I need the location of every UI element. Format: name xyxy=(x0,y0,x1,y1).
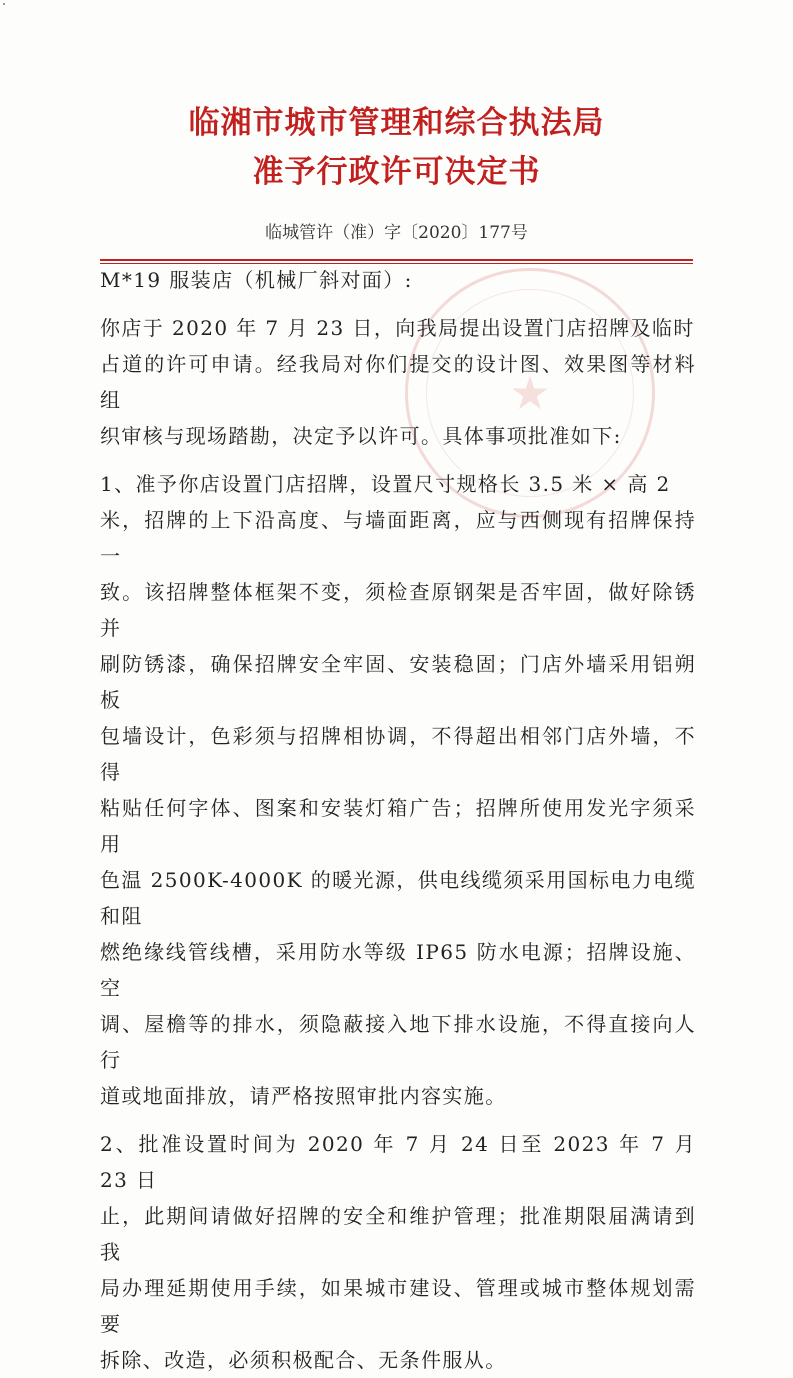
paragraph-item-2: 2、批准设置时间为 2020 年 7 月 24 日至 2023 年 7 月 23 日 止，此期间请做好招牌的安全和维护管理；批准期限届满请到我 局办理延期使用手续，如果城市建设、管理或城市整体规划需要 拆除、改造，必须积极配合、无条件服从。 xyxy=(100,1132,696,1372)
salutation: M*19 服装店（机械厂斜对面）: xyxy=(100,268,413,292)
paragraph-application: 你店于 2020 年 7 月 23 日，向我局提出设置门店招牌及临时 占道的许可申请。经我局对你们提交的设计图、效果图等材料组 织审核与现场踏勘，决定予以许可。具体事项批准如下: xyxy=(100,316,696,448)
scan-speck xyxy=(3,3,5,5)
header-divider-thick xyxy=(100,259,693,261)
document-title-authority: 临湘市城市管理和综合执法局 xyxy=(188,105,605,141)
document-body xyxy=(100,262,696,1378)
paragraph-item-1: 1、准予你店设置门店招牌，设置尺寸规格长 3.5 米 × 高 2 米，招牌的上下沿高度、与墙面距离，应与西侧现有招牌保持一 致。该招牌整体框架不变，须检查原钢架是否牢固，做好除锈并 刷防锈漆，确保招牌安全牢固、安装稳固；门店外墙采用铝朔板 包墙设计，色彩须与招牌相协调，不得超出相邻门店外墙，不得 粘贴任何字体、图案和安装灯箱广告；招牌所使用发光字须采用 色温 2500K-4000K 的暖光源，供电线缆须采用国标电力电缆和阻 燃绝缘线管线槽，采用防水等级 IP65 防水电源；招牌设施、空 调、屋檐等的排水，须隐蔽接入地下排水设施，不得直接向人行 道或地面排放，请严格按照审批内容实施。 xyxy=(100,472,696,1108)
seal-star-icon: ★ xyxy=(509,366,551,420)
document-number: 临城管许（准）字〔2020〕177号 xyxy=(265,223,528,243)
document-title-type: 准予行政许可决定书 xyxy=(252,154,541,190)
